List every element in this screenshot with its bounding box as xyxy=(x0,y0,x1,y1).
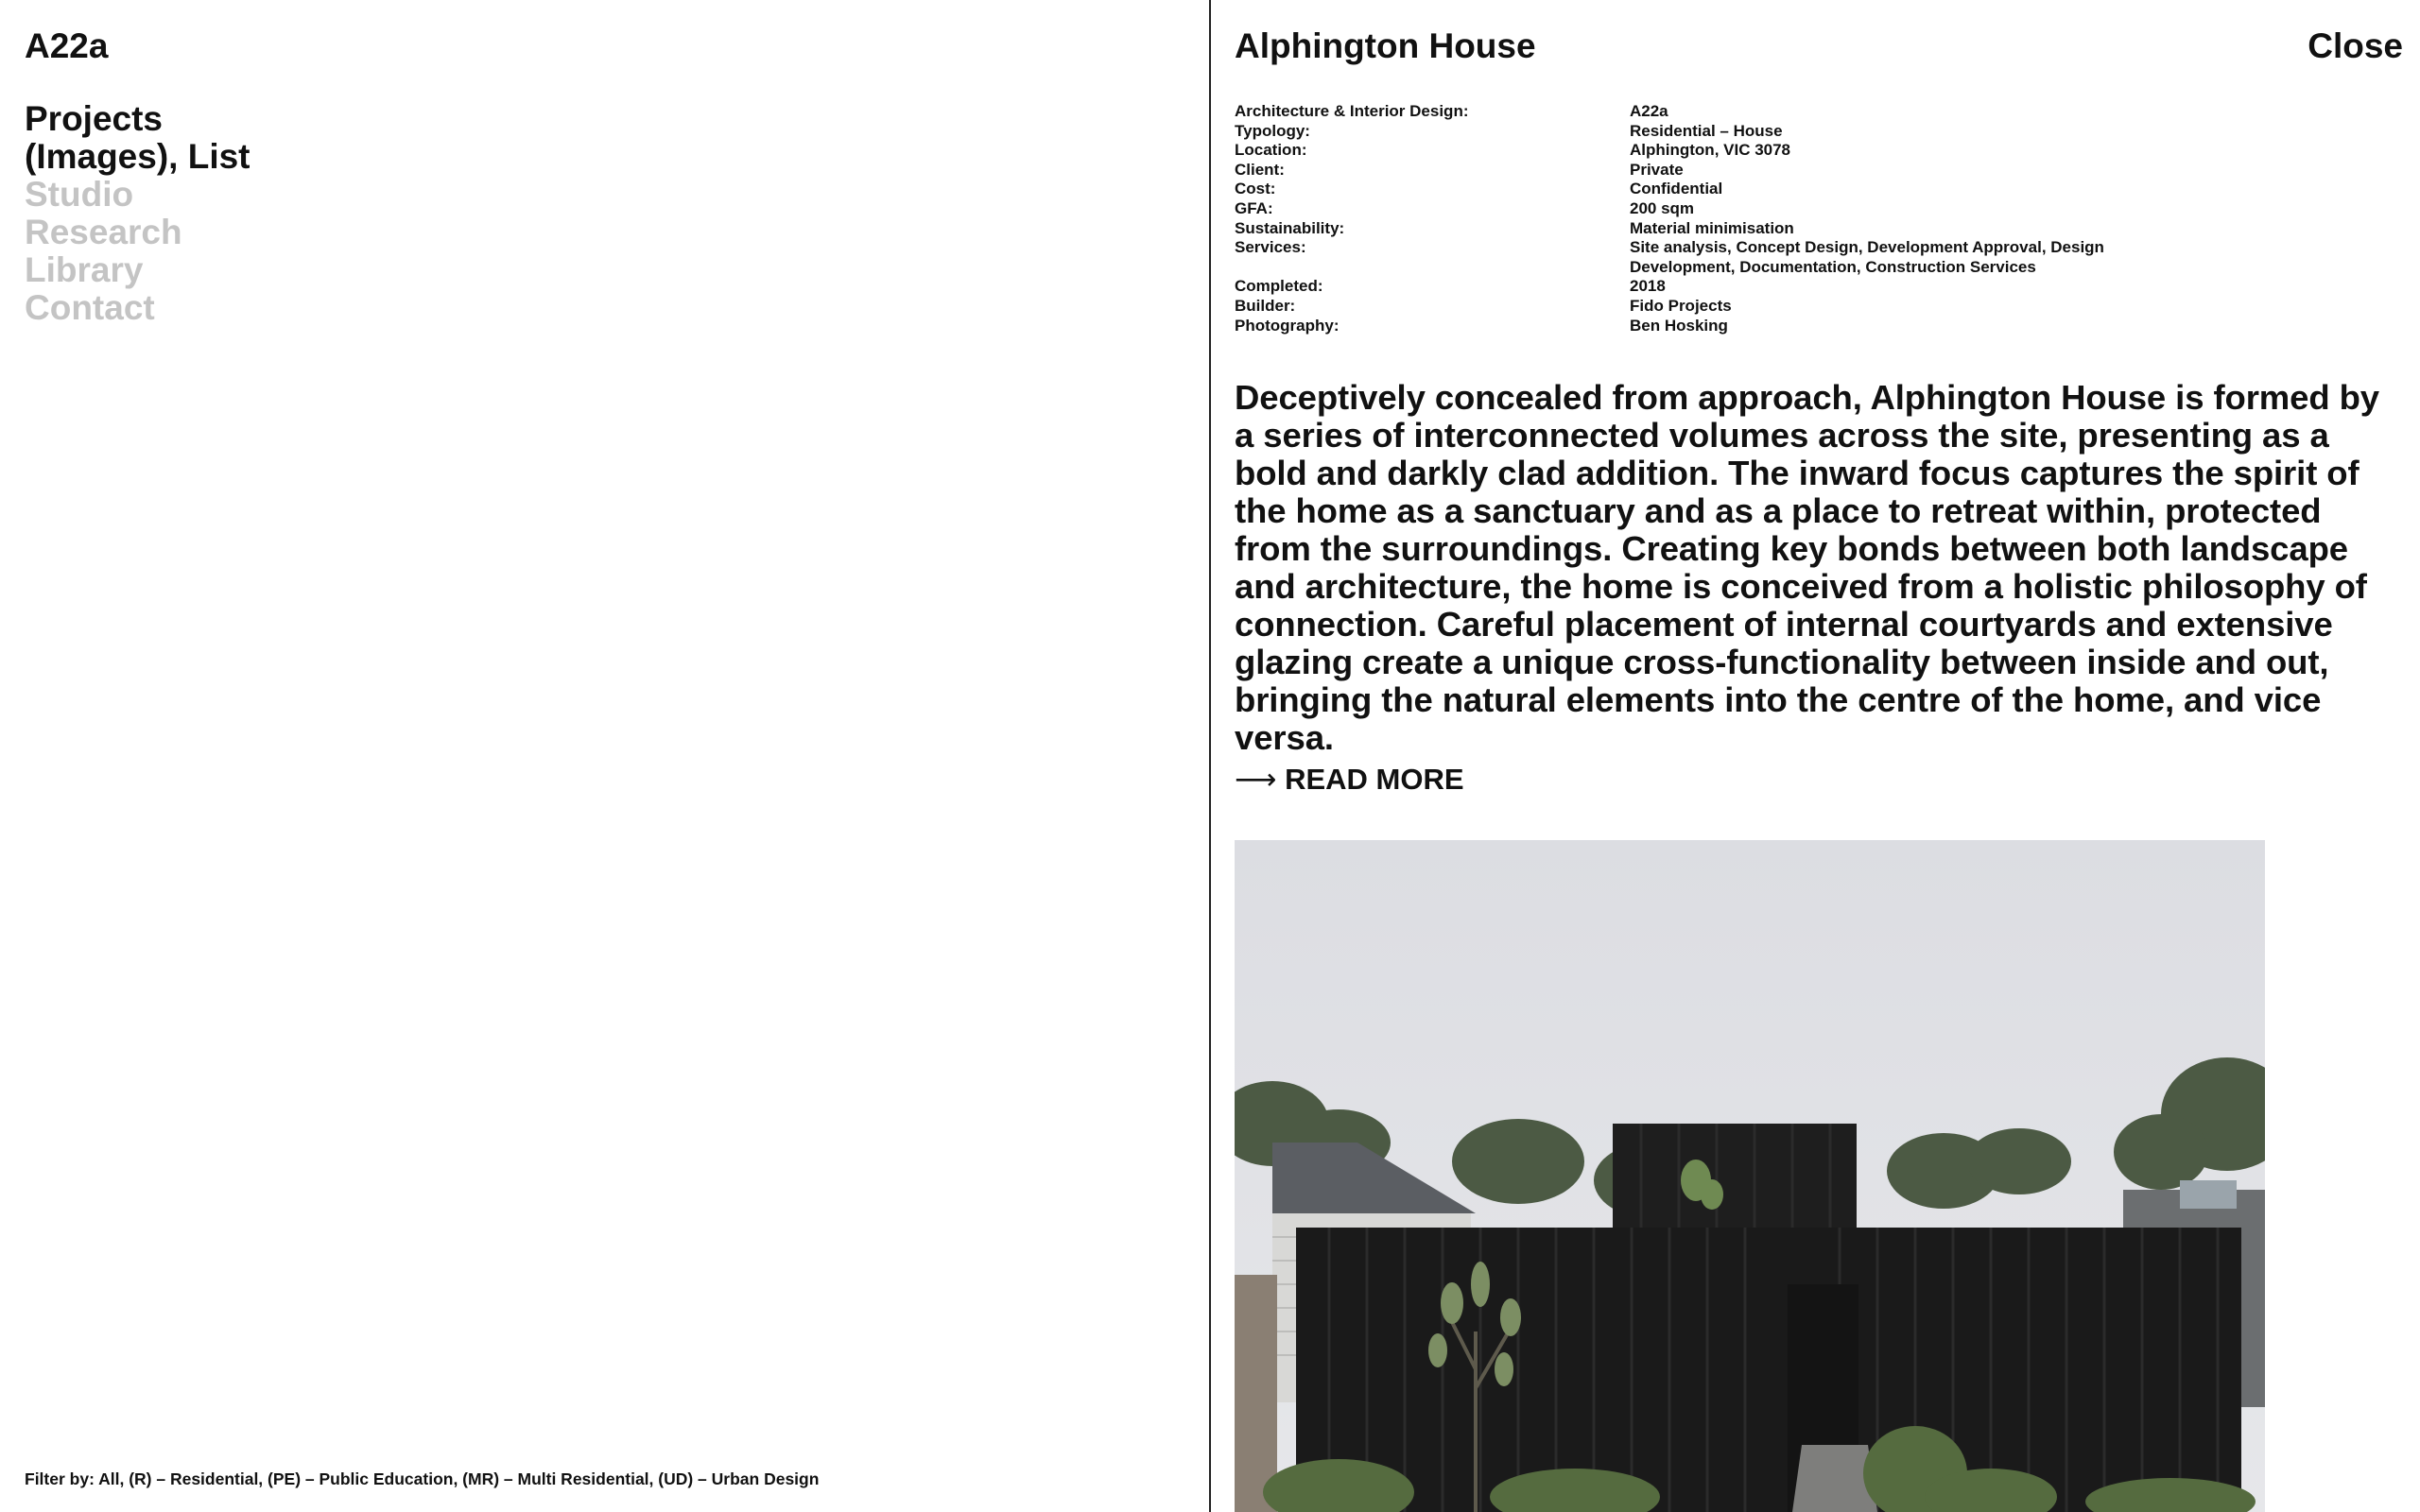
spec-label: Sustainability: xyxy=(1235,218,1345,237)
project-description: Deceptively concealed from approach, Alphington House is formed by a series of interconnected volumes across the site, presenting as a bold and darkly clad addition. The inward focus captures the spirit of the home as a sanctuary and as a place to retreat within, protected from the surroundings. Creating key bonds between both landscape and architecture, the home is conceived from a holistic philosophy of connection. Careful placement of internal courtyards and extensive glazing create a unique cross-functionality between inside and out, bringing the natural elements into the centre of the home, and vice versa. xyxy=(1235,378,2379,757)
spec-value: Residential – House xyxy=(1630,121,1783,140)
spec-row xyxy=(1235,180,2403,199)
read-more-label: READ MORE xyxy=(1285,763,1464,796)
spec-label: Cost: xyxy=(1235,180,1276,198)
nav-item-projects[interactable]: Projects xyxy=(25,99,164,138)
spec-row xyxy=(1235,102,2403,122)
spec-label: Client: xyxy=(1235,160,1285,179)
read-more-link[interactable] xyxy=(1235,761,1464,799)
spec-row xyxy=(1235,219,2403,239)
nav-item-contact[interactable]: Contact xyxy=(25,288,155,327)
panel-divider xyxy=(1209,0,1211,1512)
nav-item-research[interactable]: Research xyxy=(25,213,182,251)
project-photo[interactable] xyxy=(1235,840,2265,1512)
spec-label: Photography: xyxy=(1235,316,1340,335)
spec-row xyxy=(1235,277,2403,297)
spec-value: Private xyxy=(1630,160,1684,179)
arrow-right-icon: ⟶ xyxy=(1235,763,1277,797)
spec-label: Completed: xyxy=(1235,277,1323,296)
close-button[interactable]: Close xyxy=(2308,26,2403,65)
spec-label: Architecture & Interior Design: xyxy=(1235,102,1469,120)
spec-value: Ben Hosking xyxy=(1630,316,1728,335)
spec-label: Builder: xyxy=(1235,296,1296,315)
spec-row xyxy=(1235,122,2403,142)
project-specs xyxy=(1235,102,2403,335)
spec-row xyxy=(1235,297,2403,317)
project-title: Alphington House xyxy=(1235,26,1536,65)
spec-label: Services: xyxy=(1235,238,1306,257)
spec-value: Confidential xyxy=(1630,180,1723,198)
nav-item-studio[interactable]: Studio xyxy=(25,175,134,214)
spec-label: Typology: xyxy=(1235,121,1310,140)
spec-row xyxy=(1235,238,2403,277)
spec-row xyxy=(1235,317,2403,336)
spec-value: A22a xyxy=(1630,102,1668,120)
spec-label: Location: xyxy=(1235,141,1307,160)
spec-value: 200 sqm xyxy=(1630,198,1695,217)
project-detail-panel xyxy=(1235,0,2403,1512)
spec-row xyxy=(1235,141,2403,161)
nav-item-images-list[interactable]: (Images), List xyxy=(25,137,251,176)
spec-value: 2018 xyxy=(1630,277,1666,296)
spec-value: Alphington, VIC 3078 xyxy=(1630,141,1791,160)
spec-value: Material minimisation xyxy=(1630,218,1794,237)
project-filter[interactable]: Filter by: All, (R) – Residential, (PE) – Public Education, (MR) – Multi Residential, (UD) – Urban Design xyxy=(25,1469,820,1488)
site-logo[interactable]: A22a xyxy=(25,26,109,65)
nav-item-library[interactable]: Library xyxy=(25,250,144,289)
spec-value: Site analysis, Concept Design, Development Approval, Design Development, Documentation, Construction Services xyxy=(1630,238,2104,276)
main-nav xyxy=(25,100,251,327)
spec-row xyxy=(1235,161,2403,180)
spec-row xyxy=(1235,199,2403,219)
spec-label: GFA: xyxy=(1235,198,1273,217)
house-photo-illustration xyxy=(1235,840,2265,1512)
spec-value: Fido Projects xyxy=(1630,296,1732,315)
